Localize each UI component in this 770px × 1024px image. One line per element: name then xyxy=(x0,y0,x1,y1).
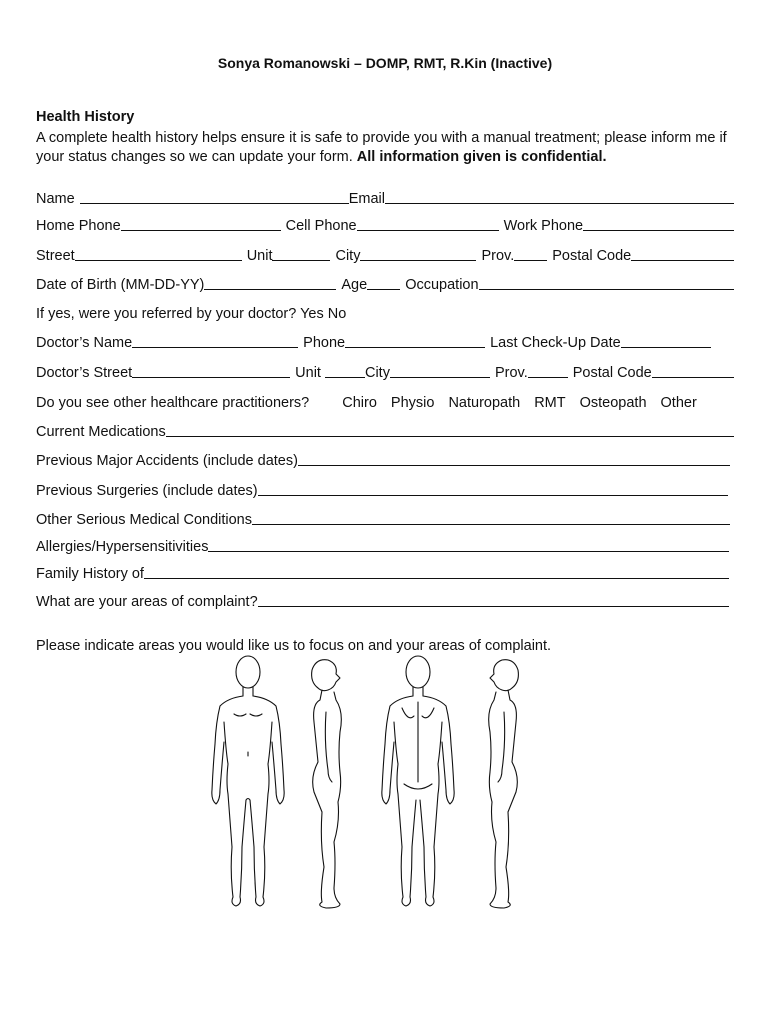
dob-label: Date of Birth (MM-DD-YY) xyxy=(36,277,205,293)
option-other[interactable]: Other xyxy=(660,395,697,411)
doctor-postal-field[interactable] xyxy=(652,363,734,378)
back-view-figure[interactable] xyxy=(382,656,454,906)
row-practitioners xyxy=(36,391,734,411)
prov-label: Prov. xyxy=(481,248,515,264)
allergies-field[interactable] xyxy=(208,537,729,552)
doctor-prov-label: Prov. xyxy=(494,365,528,381)
row-doctor xyxy=(36,331,734,351)
row-conditions xyxy=(36,508,730,528)
work-phone-label: Work Phone xyxy=(503,218,584,234)
previous-accidents-label: Previous Major Accidents (include dates) xyxy=(36,453,298,469)
doctor-unit-label: Unit xyxy=(295,365,321,381)
side-view-figure-left[interactable] xyxy=(489,660,519,908)
referred-question: If yes, were you referred by your doctor? Yes No xyxy=(36,306,347,322)
doctor-unit-field[interactable] xyxy=(325,363,365,378)
page-title: Sonya Romanowski – DOMP, RMT, R.Kin (Inactive) xyxy=(217,55,553,71)
option-chiro[interactable]: Chiro xyxy=(342,395,377,411)
city-field[interactable] xyxy=(360,246,476,261)
row-accidents xyxy=(36,449,730,469)
name-label: Name xyxy=(36,191,75,207)
street-field[interactable] xyxy=(75,246,242,261)
row-referred xyxy=(36,302,734,322)
other-conditions-label: Other Serious Medical Conditions xyxy=(36,512,252,528)
front-view-figure[interactable] xyxy=(212,656,284,906)
prov-field[interactable] xyxy=(514,246,547,261)
option-naturopath[interactable]: Naturopath xyxy=(448,395,521,411)
email-field[interactable] xyxy=(385,189,734,204)
section-heading: Health History xyxy=(36,109,135,125)
intro-text: A complete health history helps ensure it is safe to provide you with a manual treatment; please inform me if your status changes so we can update your form. xyxy=(36,130,727,165)
row-family-history xyxy=(36,562,729,582)
row-medications xyxy=(36,420,734,440)
row-body-instruction xyxy=(36,634,734,654)
last-checkup-field[interactable] xyxy=(621,333,711,348)
home-phone-label: Home Phone xyxy=(36,218,121,234)
option-osteopath[interactable]: Osteopath xyxy=(579,395,647,411)
row-allergies xyxy=(36,535,729,555)
unit-field[interactable] xyxy=(272,246,330,261)
work-phone-field[interactable] xyxy=(583,216,734,231)
name-field[interactable] xyxy=(80,189,349,204)
areas-complaint-label: What are your areas of complaint? xyxy=(36,594,258,610)
doctor-street-label: Doctor’s Street xyxy=(36,365,133,381)
doctor-phone-label: Phone xyxy=(303,335,346,351)
other-conditions-field[interactable] xyxy=(252,510,730,525)
body-outline-figures-icon[interactable] xyxy=(200,652,545,917)
doctor-name-label: Doctor’s Name xyxy=(36,335,133,351)
email-label: Email xyxy=(348,191,385,207)
home-phone-field[interactable] xyxy=(121,216,281,231)
row-doctor-address xyxy=(36,361,734,381)
postal-code-label: Postal Code xyxy=(552,248,632,264)
dob-field[interactable] xyxy=(204,275,336,290)
postal-code-field[interactable] xyxy=(631,246,734,261)
cell-phone-label: Cell Phone xyxy=(285,218,357,234)
previous-accidents-field[interactable] xyxy=(298,451,730,466)
intro-confidential: All information given is confidential. xyxy=(356,149,607,165)
areas-complaint-field[interactable] xyxy=(258,592,729,607)
row-address xyxy=(36,244,734,264)
family-history-field[interactable] xyxy=(144,564,729,579)
doctor-city-label: City xyxy=(364,365,390,381)
previous-surgeries-label: Previous Surgeries (include dates) xyxy=(36,483,258,499)
current-medications-label: Current Medications xyxy=(36,424,166,440)
age-field[interactable] xyxy=(367,275,400,290)
row-complaint xyxy=(36,590,729,610)
last-checkup-label: Last Check-Up Date xyxy=(490,335,621,351)
unit-label: Unit xyxy=(246,248,273,264)
allergies-label: Allergies/Hypersensitivities xyxy=(36,539,209,555)
option-rmt[interactable]: RMT xyxy=(534,395,566,411)
row-dob xyxy=(36,273,734,293)
option-physio[interactable]: Physio xyxy=(390,395,435,411)
doctor-city-field[interactable] xyxy=(390,363,490,378)
previous-surgeries-field[interactable] xyxy=(258,481,728,496)
family-history-label: Family History of xyxy=(36,566,144,582)
row-surgeries xyxy=(36,479,728,499)
doctor-street-field[interactable] xyxy=(132,363,290,378)
side-view-figure-right[interactable] xyxy=(312,660,342,908)
body-chart-instruction: Please indicate areas you would like us to focus on and your areas of complaint. xyxy=(36,638,552,654)
intro-paragraph xyxy=(36,129,736,167)
age-label: Age xyxy=(341,277,368,293)
doctor-postal-label: Postal Code xyxy=(572,365,652,381)
doctor-name-field[interactable] xyxy=(132,333,298,348)
city-label: City xyxy=(335,248,361,264)
cell-phone-field[interactable] xyxy=(357,216,499,231)
current-medications-field[interactable] xyxy=(166,422,734,437)
doctor-phone-field[interactable] xyxy=(345,333,485,348)
row-phones xyxy=(36,214,734,234)
doctor-prov-field[interactable] xyxy=(528,363,568,378)
occupation-field[interactable] xyxy=(479,275,734,290)
row-name-email xyxy=(36,187,734,207)
street-label: Street xyxy=(36,248,75,264)
occupation-label: Occupation xyxy=(405,277,479,293)
practitioners-question: Do you see other healthcare practitioners? xyxy=(36,395,310,411)
